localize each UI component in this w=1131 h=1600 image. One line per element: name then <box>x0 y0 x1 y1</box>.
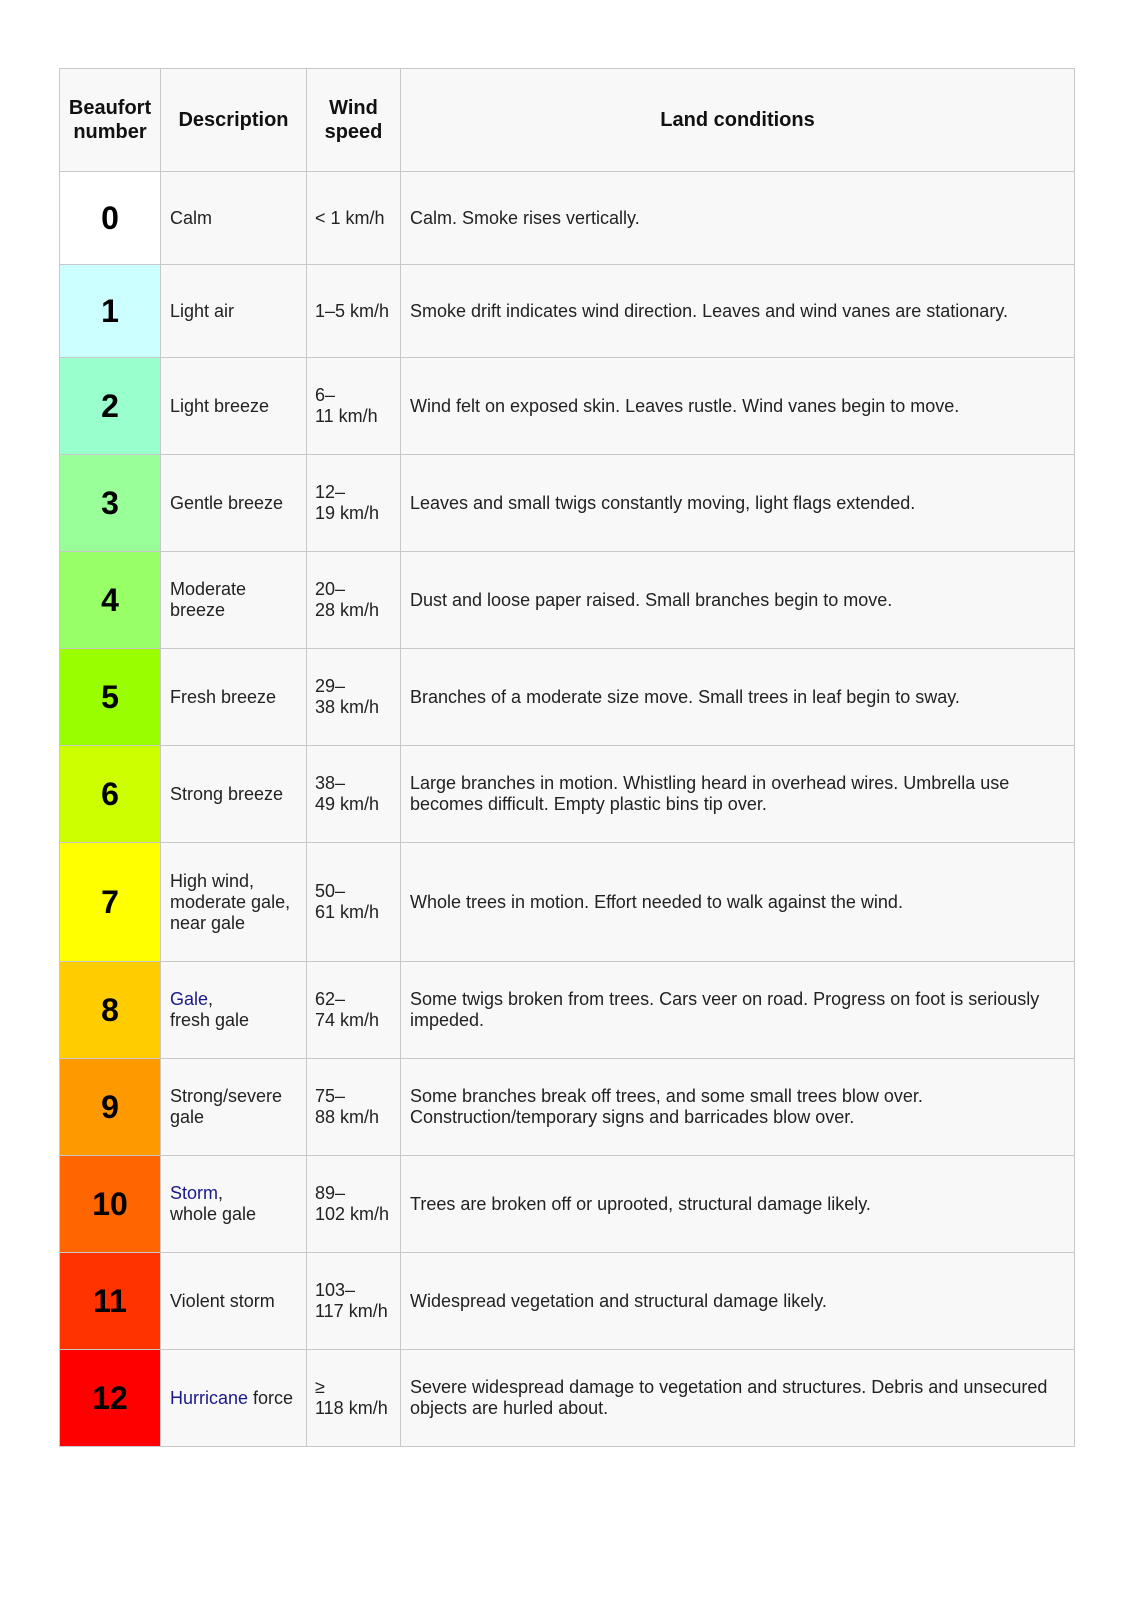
description-cell <box>161 843 307 962</box>
land-conditions-cell: Leaves and small twigs constantly moving, light flags extended. <box>401 455 1075 552</box>
wind-speed-cell <box>307 962 401 1059</box>
wind-speed-cell <box>307 455 401 552</box>
table-row <box>60 649 1075 746</box>
land-conditions-cell: Severe widespread damage to vegetation and structures. Debris and unsecured objects are hurled about. <box>401 1350 1075 1447</box>
header-land-conditions: Land conditions <box>401 69 1075 172</box>
beaufort-number-cell: 2 <box>60 358 161 455</box>
description-cell <box>161 1059 307 1156</box>
table-row <box>60 1059 1075 1156</box>
wind-speed-cell <box>307 1350 401 1447</box>
wind-speed-cell <box>307 746 401 843</box>
description-text: Strong breeze <box>170 783 284 804</box>
header-description: Description <box>161 69 307 172</box>
wind-speed-text: 50– <box>315 881 346 901</box>
wind-speed-text: 20– <box>315 579 346 599</box>
description-text: Fresh breeze <box>170 686 277 707</box>
beaufort-number-cell: 0 <box>60 172 161 265</box>
table-row <box>60 172 1075 265</box>
wind-speed-text: 49 km/h <box>315 794 380 814</box>
table-row <box>60 1156 1075 1253</box>
table-row <box>60 455 1075 552</box>
description-text: Strong/severe <box>170 1086 283 1106</box>
wind-speed-cell <box>307 552 401 649</box>
header-beaufort-number: Beaufort number <box>60 69 161 172</box>
beaufort-number-cell: 1 <box>60 265 161 358</box>
table-row <box>60 552 1075 649</box>
description-cell <box>161 962 307 1059</box>
description-text: High wind, <box>170 870 255 891</box>
description-cell <box>161 552 307 649</box>
land-conditions-cell: Branches of a moderate size move. Small trees in leaf begin to sway. <box>401 649 1075 746</box>
description-cell <box>161 172 307 265</box>
wind-speed-cell <box>307 172 401 265</box>
land-conditions-cell: Some branches break off trees, and some small trees blow over. Construction/temporary signs and barricades blow over. <box>401 1059 1075 1156</box>
wind-speed-text: 38 km/h <box>315 697 380 717</box>
wind-speed-text: 102 km/h <box>315 1204 390 1224</box>
wind-speed-text: 61 km/h <box>315 902 380 922</box>
wind-speed-text: 75– <box>315 1086 346 1106</box>
description-text: Gentle breeze <box>170 492 284 513</box>
wind-speed-text: 12– <box>315 482 346 502</box>
beaufort-number-cell: 7 <box>60 843 161 962</box>
description-cell <box>161 1253 307 1350</box>
table-row <box>60 843 1075 962</box>
description-cell <box>161 455 307 552</box>
wind-speed-text: 89– <box>315 1183 346 1203</box>
description-text: moderate gale, <box>170 891 291 912</box>
land-conditions-cell: Calm. Smoke rises vertically. <box>401 172 1075 265</box>
wind-speed-cell <box>307 358 401 455</box>
wind-speed-text: 1–5 km/h <box>315 300 390 321</box>
beaufort-number-cell: 4 <box>60 552 161 649</box>
description-text: gale <box>170 1107 205 1127</box>
beaufort-number-cell: 8 <box>60 962 161 1059</box>
land-conditions-cell: Dust and loose paper raised. Small branches begin to move. <box>401 552 1075 649</box>
description-text: whole gale <box>170 1204 257 1224</box>
wind-speed-cell <box>307 1253 401 1350</box>
beaufort-scale-table <box>59 68 1075 1447</box>
land-conditions-cell: Some twigs broken from trees. Cars veer on road. Progress on foot is seriously impeded. <box>401 962 1075 1059</box>
description-text: , <box>208 989 214 1009</box>
description-text: Light breeze <box>170 395 270 416</box>
wind-speed-text: 28 km/h <box>315 600 380 620</box>
description-text: Light air <box>170 300 235 321</box>
description-cell <box>161 746 307 843</box>
wind-speed-text: 88 km/h <box>315 1107 380 1127</box>
description-text: Moderate <box>170 579 247 599</box>
beaufort-number-cell: 3 <box>60 455 161 552</box>
table-row <box>60 746 1075 843</box>
wind-speed-text: 38– <box>315 773 346 793</box>
wind-speed-cell <box>307 1156 401 1253</box>
table-row <box>60 962 1075 1059</box>
description-text: fresh gale <box>170 1010 250 1030</box>
land-conditions-cell: Wind felt on exposed skin. Leaves rustle. Wind vanes begin to move. <box>401 358 1075 455</box>
description-text: near gale <box>170 912 246 933</box>
beaufort-number-cell: 6 <box>60 746 161 843</box>
table-row <box>60 265 1075 358</box>
wind-speed-cell <box>307 265 401 358</box>
land-conditions-cell: Trees are broken off or uprooted, structural damage likely. <box>401 1156 1075 1253</box>
description-cell <box>161 265 307 358</box>
description-link[interactable]: Hurricane <box>170 1387 249 1408</box>
wind-speed-text: 74 km/h <box>315 1010 380 1030</box>
wind-speed-cell <box>307 649 401 746</box>
wind-speed-text: < 1 km/h <box>315 207 385 228</box>
description-text: , <box>218 1183 224 1203</box>
beaufort-number-cell: 5 <box>60 649 161 746</box>
beaufort-number-cell: 12 <box>60 1350 161 1447</box>
description-cell <box>161 358 307 455</box>
description-cell <box>161 1350 307 1447</box>
wind-speed-cell <box>307 1059 401 1156</box>
header-wind-speed: Wind speed <box>307 69 401 172</box>
description-text: force <box>248 1387 294 1408</box>
wind-speed-text: 117 km/h <box>315 1301 388 1321</box>
land-conditions-cell: Widespread vegetation and structural damage likely. <box>401 1253 1075 1350</box>
header-row <box>60 69 1075 172</box>
table-row <box>60 1350 1075 1447</box>
wind-speed-text: 62– <box>315 989 346 1009</box>
beaufort-number-cell: 10 <box>60 1156 161 1253</box>
wind-speed-text: 29– <box>315 676 346 696</box>
description-text: Violent storm <box>170 1290 275 1311</box>
wind-speed-text: 103– <box>315 1280 356 1300</box>
description-cell <box>161 1156 307 1253</box>
land-conditions-cell: Large branches in motion. Whistling heard in overhead wires. Umbrella use becomes difficult. Empty plastic bins tip over. <box>401 746 1075 843</box>
wind-speed-text: 19 km/h <box>315 503 380 523</box>
description-cell <box>161 649 307 746</box>
wind-speed-cell <box>307 843 401 962</box>
description-link[interactable]: Gale <box>170 989 209 1009</box>
table-row <box>60 358 1075 455</box>
description-text: breeze <box>170 600 226 620</box>
wind-speed-text: ≥ <box>315 1377 325 1397</box>
wind-speed-text: 118 km/h <box>315 1398 388 1418</box>
land-conditions-cell: Smoke drift indicates wind direction. Leaves and wind vanes are stationary. <box>401 265 1075 358</box>
beaufort-number-cell: 11 <box>60 1253 161 1350</box>
wind-speed-text: 6– <box>315 385 336 405</box>
land-conditions-cell: Whole trees in motion. Effort needed to walk against the wind. <box>401 843 1075 962</box>
table-row <box>60 1253 1075 1350</box>
description-link[interactable]: Storm <box>170 1183 219 1203</box>
description-text: Calm <box>170 207 213 228</box>
wind-speed-text: 11 km/h <box>315 406 378 426</box>
beaufort-number-cell: 9 <box>60 1059 161 1156</box>
